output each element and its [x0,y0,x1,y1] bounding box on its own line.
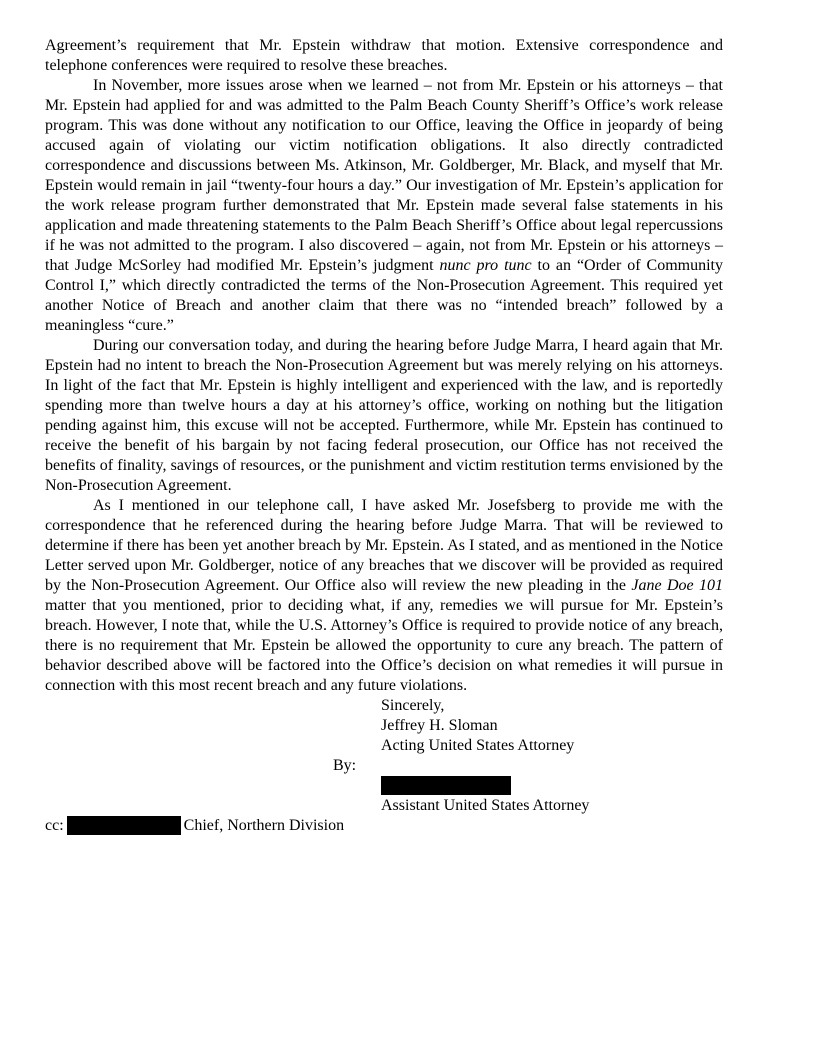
redacted-signature-line [381,776,589,796]
paragraph-text: Agreement’s requirement that Mr. Epstein withdraw that motion. Extensive correspondence and telephone conferences were required to resolve these breaches. [45,37,723,74]
paragraph-2 [45,76,723,336]
signatory-title: Acting United States Attorney [381,737,575,754]
closing-salutation: Sincerely, [381,697,445,714]
italic-text: Jane Doe 101 [631,577,724,594]
redaction-bar [67,816,181,835]
signature-block [381,696,589,816]
cc-title: Chief, Northern Division [183,817,345,834]
paragraph-text: As I mentioned in our telephone call, I have asked Mr. Josefsberg to provide me with the correspondence that he referenced during the hearing before Judge Marra. That will be reviewed to determine if there has been yet another breach by Mr. Epstein. As I stated, and as mentioned in the Notice Letter served upon Mr. Goldberger, notice of any breaches that we discover will be provided as required by the Non-Prosecution Agreement. Our Office also will review the new pleading in the [45,497,723,594]
redaction-bar [381,776,511,795]
signature-section [45,696,723,836]
letter-body [45,36,723,836]
cc-label: cc: [45,817,64,834]
paragraph-3 [45,336,723,496]
paragraph-text: to an “Order of Community Control I,” which directly contradicted the terms of the Non-Prosecution Agreement. This required yet another Notice of Breach and another claim that there was no “intended breach” followed by a meaningless “cure.” [45,257,724,334]
paragraph-text: In November, more issues arose when we learned – not from Mr. Epstein or his attorneys – that Mr. Epstein had applied for and was admitted to the Palm Beach County Sheriff’s Office’s work release program. This was done without any notification to our Office, leaving the Office in jeopardy of being accused again of violating our victim notification obligations. It also directly contradicted correspondence and discussions between Ms. Atkinson, Mr. Goldberger, Mr. Black, and myself that Mr. Epstein would remain in jail “twenty-four hours a day.” Our investigation of Mr. Epstein’s application for the work release program further demonstrated that Mr. Epstein made several false statements in his application and made threatening statements to the Palm Beach Sheriff’s Office about legal repercussions if he was not admitted to the program. I also discovered – again, not from Mr. Epstein or his attorneys – that Judge McSorley had modified Mr. Epstein’s judgment [45,77,723,274]
paragraph-1 [45,36,723,76]
signature-spacer [381,756,589,776]
italic-text: nunc pro tunc [439,257,532,274]
by-label: By: [333,757,357,774]
cc-line [45,816,344,836]
paragraph-4 [45,496,723,696]
signatory-name: Jeffrey H. Sloman [381,717,498,734]
paragraph-text: matter that you mentioned, prior to deciding what, if any, remedies we will pursue for Mr. Epstein’s breach. However, I note that, while the U.S. Attorney’s Office is required to provide notice of any breach, there is no requirement that Mr. Epstein be allowed the opportunity to cure any breach. The pattern of behavior described above will be factored into the Office’s decision on what remedies it will pursue in connection with this most recent breach and any future violations. [45,597,723,694]
paragraph-text: During our conversation today, and during the hearing before Judge Marra, I heard again that Mr. Epstein had no intent to breach the Non-Prosecution Agreement but was merely relying on his attorneys. In light of the fact that Mr. Epstein is highly intelligent and experienced with the law, and is reportedly spending more than twelve hours a day at his attorney’s office, working on nothing but the litigation pending against him, this excuse will not be accepted. Furthermore, while Mr. Epstein has continued to receive the benefit of his bargain by not facing federal prosecution, our Office has not received the benefits of finality, savings of resources, or the punishment and victim restitution terms envisioned by the Non-Prosecution Agreement. [45,337,723,494]
assistant-title: Assistant United States Attorney [381,797,590,814]
